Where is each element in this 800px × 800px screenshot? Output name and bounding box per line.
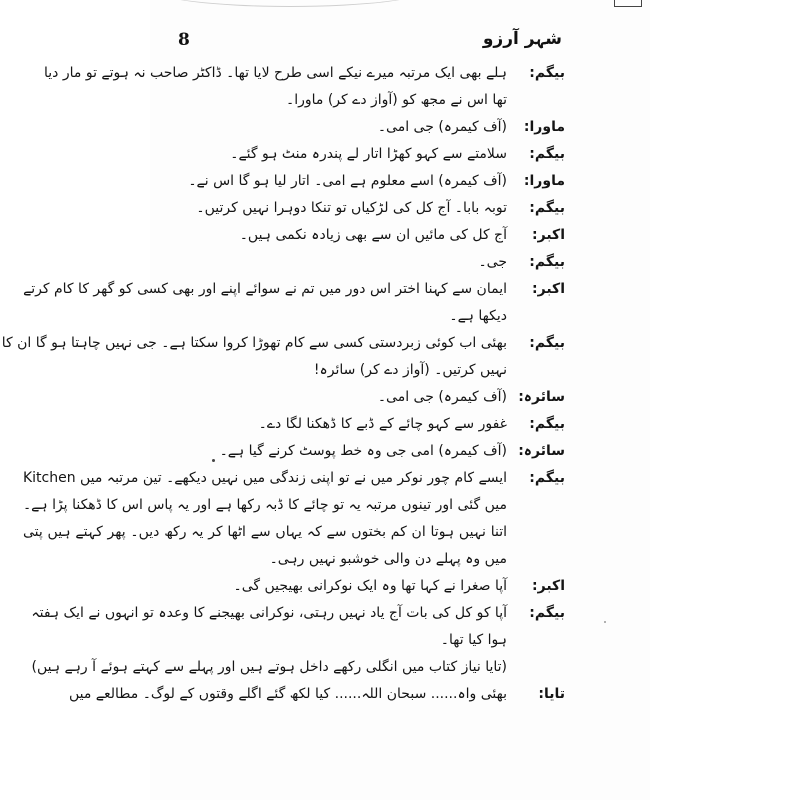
dialogue-entry [160,384,565,411]
dialogue-entry [160,141,565,168]
script-body [1,60,565,708]
dialogue-text [160,141,507,168]
dialogue-text [44,60,507,114]
dialogue-line: سلامتے سے کہو کھڑا اتار لے پندرہ منٹ ہو گئے۔ [230,146,507,162]
dialogue-text [160,114,507,141]
speaker-label: بیگم: [529,146,565,162]
dialogue-text [160,384,507,411]
speaker-label: بیگم: [529,470,565,486]
stage-direction-line: (تایا نیاز کتاب میں انگلی رکھے داخل ہوتے ہیں اور پہلے سے کہتے ہوئے آ رہے ہیں) [31,659,507,675]
dialogue-line: (آف کیمرہ) امی جی وہ خط پوسٹ کرنے گیا ہے۔ [219,443,507,459]
speaker-label: سائرہ: [518,443,565,459]
dialogue-entry [160,168,565,195]
dialogue-line: بھئی اب کوئی زبردستی کسی سے کام تھوڑا کروا سکتا ہے۔ جی نہیں چاہتا ہو گا ان کا [1,335,507,351]
page-header [170,28,562,58]
stage-direction-text [32,654,507,681]
dialogue-text [2,330,507,384]
dialogue-entry [160,249,565,276]
speaker-label: بیگم: [529,605,565,621]
dialogue-text [31,600,507,654]
dialogue-line: میں وہ پہلے دن والی خوشبو نہیں رہی۔ [269,551,507,567]
speaker-label: ماورا: [523,173,565,189]
page-number: 8 [178,30,190,50]
running-title: شہر آرزو [482,29,562,49]
dialogue-text [160,195,507,222]
dialogue-line: (آف کیمرہ) اسے معلوم ہے امی۔ اتار لیا ہو گا اس نے۔ [188,173,507,189]
dialogue-line: تھا اس نے مجھ کو (آواز دے کر) ماورا۔ [285,92,507,108]
dialogue-entry [160,411,565,438]
dialogue-line: اتنا نہیں ہوتا ان کم بختوں سے کہ یہاں سے اٹھا کر یہ رکھ دیں۔ پھر کہتے ہیں پتی [22,524,507,540]
scan-speck [212,459,215,462]
dialogue-line: ایمان سے کہنا اختر اس دور میں تم نے سوائے اپنے اور بھی کسی کو گھر کا کام کرتے [23,281,507,297]
speaker-label: اکبر: [532,578,565,594]
dialogue-line: میں گئی اور تینوں مرتبہ یہ تو چائے کا ڈبہ رکھا ہے اور یہ پاس اس کا ڈھکنا پڑا ہے۔ [22,497,507,513]
dialogue-line: (آف کیمرہ) جی امی۔ [377,119,507,135]
dialogue-line: دیکھا ہے۔ [449,308,507,324]
speaker-label: بیگم: [529,200,565,216]
speaker-label: اکبر: [532,227,565,243]
dialogue-entry [22,465,565,573]
dialogue-line: توبہ بابا۔ آج کل کی لڑکیاں تو تنکا دوہرا نہیں کرتیں۔ [196,200,507,216]
dialogue-line: ہلے بھی ایک مرتبہ میرے نیکے اسی طرح لایا تھا۔ ڈاکٹر صاحب نہ ہوتے تو مار دیا [44,65,507,81]
speaker-label: اکبر: [532,281,565,297]
speaker-label: تایا: [538,686,565,702]
scan-speck [604,621,606,623]
speaker-label: سائرہ: [518,389,565,405]
dialogue-entry [23,276,565,330]
dialogue-entry [68,681,565,708]
dialogue-entry [160,114,565,141]
dialogue-entry [160,573,565,600]
dialogue-text [160,222,507,249]
dialogue-line: جی۔ [478,254,507,270]
dialogue-entry [31,600,565,654]
corner-bracket-mark [614,0,642,7]
speaker-label: ماورا: [523,119,565,135]
dialogue-text [23,276,507,330]
dialogue-entry [44,60,565,114]
dialogue-text [160,168,507,195]
dialogue-line: آپا کو کل کی بات آج یاد نہیں رہتی، نوکرانی بھیجنے کا وعدہ تو انہوں نے ایک ہفتہ [31,605,507,621]
dialogue-line: بھئی واہ...... سبحان اللہ...... کیا لکھ گئے اگلے وقتوں کے لوگ۔ مطالعے میں [68,686,507,702]
speaker-label: بیگم: [529,416,565,432]
dialogue-text [160,573,507,600]
dialogue-text [160,411,507,438]
dialogue-text [23,465,507,573]
dialogue-line: نہیں کرتیں۔ (آواز دے کر) سائرہ! [313,362,507,378]
dialogue-entry [160,195,565,222]
speaker-label: بیگم: [529,65,565,81]
stage-direction [31,654,565,681]
dialogue-text [160,249,507,276]
dialogue-line: ہوا کیا تھا۔ [440,632,507,648]
dialogue-line: (آف کیمرہ) جی امی۔ [377,389,507,405]
dialogue-line: غفور سے کہو چائے کے ڈبے کا ڈھکنا لگا دے۔ [258,416,507,432]
speaker-label: بیگم: [529,335,565,351]
speaker-label: بیگم: [529,254,565,270]
dialogue-entry [160,222,565,249]
dialogue-line: آپا صغرا نے کہا تھا وہ ایک نوکرانی بھیجیں گی۔ [233,578,507,594]
dialogue-line: آج کل کی مائیں ان سے بھی زیادہ نکمی ہیں۔ [239,227,507,243]
dialogue-line: ایسے کام چور نوکر میں نے تو اپنی زندگی میں نہیں دیکھے۔ تین مرتبہ میں Kitchen [22,470,507,486]
dialogue-entry [160,438,565,465]
dialogue-text [69,681,507,708]
dialogue-entry [1,330,565,384]
